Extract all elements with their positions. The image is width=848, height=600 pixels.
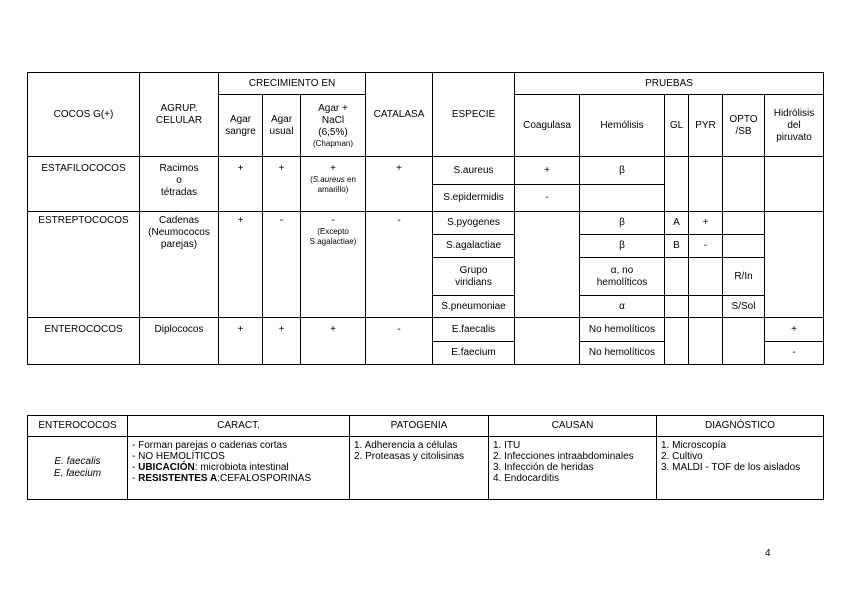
cell-gl — [665, 258, 689, 296]
header-hemolisis: Hemólisis — [580, 95, 665, 157]
cell-opto: S/Sol — [723, 296, 765, 318]
header-coagulasa: Coagulasa — [515, 95, 580, 157]
cell-agar-sangre: + — [219, 212, 263, 318]
header-gl: GL — [665, 95, 689, 157]
table-row — [28, 157, 824, 185]
cell-hemolisis: α, no hemolíticos — [580, 258, 665, 296]
header-agrupacion-celular: AGRUP. CELULAR — [140, 73, 219, 157]
cell-agar-sangre: + — [219, 318, 263, 365]
agrup-estreptococos: Cadenas (Neumococos parejas) — [140, 212, 219, 318]
cell-opto — [723, 235, 765, 258]
header-enterococos: ENTEROCOCOS — [28, 416, 128, 437]
header-causan: CAUSAN — [489, 416, 657, 437]
table-row — [28, 437, 824, 500]
header-especie: ESPECIE — [433, 73, 515, 157]
header-agar-usual: Agar usual — [263, 95, 301, 157]
cell-especie: Grupo viridians — [433, 258, 515, 296]
cell-especie: S.epidermidis — [433, 185, 515, 212]
cocos-comparison-table — [27, 72, 824, 365]
cell-especie: S.aureus — [433, 157, 515, 185]
cell-especie: E.faecium — [433, 342, 515, 365]
cell-catalasa: - — [366, 318, 433, 365]
header-diagnostico: DIAGNÓSTICO — [657, 416, 824, 437]
table-row — [28, 212, 824, 235]
header-pruebas: PRUEBAS — [515, 73, 824, 95]
cell-agar-nacl: + (S.aureus en amarillo) — [301, 157, 366, 212]
agrup-enterococos: Diplococos — [140, 318, 219, 365]
cell-pyr — [689, 296, 723, 318]
cell-coagulasa — [515, 318, 580, 365]
cell-hemolisis: β — [580, 212, 665, 235]
cell-gl: A — [665, 212, 689, 235]
cell-agar-usual: - — [263, 212, 301, 318]
cell-catalasa: + — [366, 157, 433, 212]
page-number: 4 — [765, 548, 771, 559]
cell-hidrolisis: + — [765, 318, 824, 342]
header-patogenia: PATOGENIA — [350, 416, 489, 437]
header-crecimiento: CRECIMIENTO EN — [219, 73, 366, 95]
cell-opto: R/In — [723, 258, 765, 296]
cell-pyr: + — [689, 212, 723, 235]
cell-hemolisis: β — [580, 235, 665, 258]
cell-pyr — [689, 258, 723, 296]
cell-agar-nacl: + — [301, 318, 366, 365]
cell-hemolisis — [580, 185, 665, 212]
causan-cell: 1. ITU 2. Infecciones intraabdominales 3. Infección de heridas 4. Endocarditis — [489, 437, 657, 500]
cell-gl — [665, 296, 689, 318]
header-caract: CARACT. — [128, 416, 350, 437]
group-estafilococos: ESTAFILOCOCOS — [28, 157, 140, 212]
cell-pyr: - — [689, 235, 723, 258]
cell-coagulasa: + — [515, 157, 580, 185]
header-agar-nacl: Agar + NaCl (6,5%) (Chapman) — [301, 95, 366, 157]
cell-agar-usual: + — [263, 157, 301, 212]
enterococos-summary-table — [27, 415, 824, 500]
species-cell: E. faecalis E. faecium — [28, 437, 128, 500]
group-enterococos: ENTEROCOCOS — [28, 318, 140, 365]
cell-agar-sangre: + — [219, 157, 263, 212]
cell-especie: S.agalactiae — [433, 235, 515, 258]
header-agar-sangre: Agar sangre — [219, 95, 263, 157]
cell-especie: S.pneumoniae — [433, 296, 515, 318]
caract-cell: - Forman parejas o cadenas cortas - NO HEMOLÍTICOS - UBICACIÓN: microbiota intestinal - RESISTENTES A:CEFALOSPORINAS — [128, 437, 350, 500]
cell-hemolisis: No hemolíticos — [580, 318, 665, 342]
cell-coagulasa: - — [515, 185, 580, 212]
header-opto: OPTO /SB — [723, 95, 765, 157]
cell-gl: B — [665, 235, 689, 258]
cell-agar-usual: + — [263, 318, 301, 365]
cell-coagulasa — [515, 212, 580, 318]
header-pyr: PYR — [689, 95, 723, 157]
header-hidrolisis: Hidrólisis del piruvato — [765, 95, 824, 157]
cell-opto — [723, 212, 765, 235]
cell-catalasa: - — [366, 212, 433, 318]
cell-hemolisis: No hemolíticos — [580, 342, 665, 365]
cell-agar-nacl: - (Excepto S.agalactiae) — [301, 212, 366, 318]
cell-especie: E.faecalis — [433, 318, 515, 342]
group-estreptococos: ESTREPTOCOCOS — [28, 212, 140, 318]
cell-hemolisis: β — [580, 157, 665, 185]
patogenia-cell: 1. Adherencia a células 2. Proteasas y citolisinas — [350, 437, 489, 500]
header-catalasa: CATALASA — [366, 73, 433, 157]
cell-especie: S.pyogenes — [433, 212, 515, 235]
table-row — [28, 318, 824, 342]
header-cocos: COCOS G(+) — [28, 73, 140, 157]
cell-hemolisis: α — [580, 296, 665, 318]
diagnostico-cell: 1. Microscopía 2. Cultivo 3. MALDI - TOF de los aislados — [657, 437, 824, 500]
agrup-estafilococos: Racimos o tétradas — [140, 157, 219, 212]
cell-hidrolisis: - — [765, 342, 824, 365]
